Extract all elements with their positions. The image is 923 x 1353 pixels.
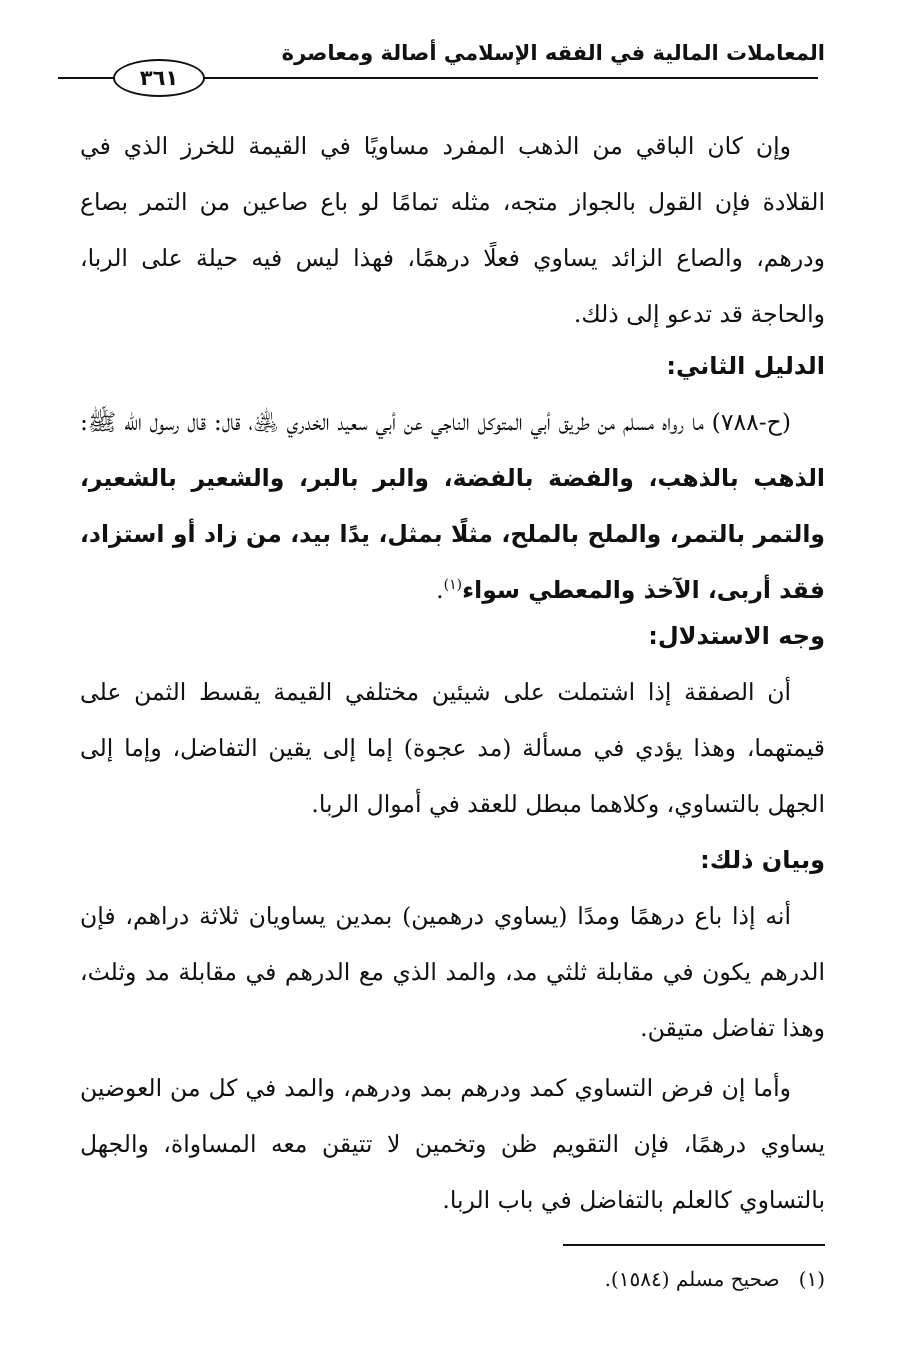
hadith-end: . bbox=[436, 576, 444, 604]
paragraph-equality: وأما إن فرض التساوي كمد ودرهم بمد ودرهم، والمد في كل من العوضين يساوي درهمًا، فإن التقويم ظن وتخمين لا تتيقن معه المساواة، والجهل بالتساوي كالعلم بالتفاضل في باب الربا. bbox=[80, 1074, 825, 1214]
paragraph-inference: أن الصفقة إذا اشتملت على شيئين مختلفي القيمة يقسط الثمن على قيمتهما، وهذا يؤدي في مسألة (مد عجوة) إما إلى يقين التفاضل، وإما إلى الجهل بالتساوي، وكلاهما مبطل للعقد في أموال الربا. bbox=[80, 678, 825, 818]
hadith-paragraph bbox=[80, 394, 825, 618]
footnote-text: صحيح مسلم (١٥٨٤). bbox=[604, 1267, 780, 1291]
footnote-separator bbox=[563, 1244, 825, 1246]
running-title: المعاملات المالية في الفقه الإسلامي أصالة ومعاصرة bbox=[281, 41, 825, 65]
footnote-marker: (١) bbox=[798, 1267, 825, 1291]
footnote-item bbox=[80, 1262, 825, 1296]
footnote-reference[interactable]: (١) bbox=[443, 577, 463, 594]
heading-second-evidence: الدليل الثاني: bbox=[666, 352, 825, 380]
hadith-text: الذهب بالذهب، والفضة بالفضة، والبر بالبر، والشعير بالشعير، والتمر بالتمر، والملح بالملح، مثلًا بمثل، يدًا بيد، من زاد أو استزاد، فقد أربى، الآخذ والمعطي سواء bbox=[80, 464, 825, 604]
page-number-badge: ٣٦١ bbox=[113, 59, 205, 97]
heading-inference: وجه الاستدلال: bbox=[648, 622, 825, 650]
paragraph-explanation: أنه إذا باع درهمًا ومدًا (يساوي درهمين) بمدين يساويان ثلاثة دراهم، فإن الدرهم يكون في مقابلة ثلثي مد، والمد الذي مع الدرهم في مقابلة مد وثلث، وهذا تفاضل متيقن. bbox=[80, 902, 825, 1042]
hadith-intro: (ح-٧٨٨) ما رواه مسلم من طريق أبي المتوكل الناجي عن أبي سعيد الخدري ﵁، قال: قال رسول الله ﷺ: bbox=[80, 408, 791, 436]
paragraph-continuation: وإن كان الباقي من الذهب المفرد مساويًا في القيمة للخرز الذي في القلادة فإن القول بالجواز متجه، مثله تمامًا لو باع صاعين من التمر بصاع ودرهم، والصاع الزائد يساوي فعلًا درهمًا، فهذا ليس فيه حيلة على الربا، والحاجة قد تدعو إلى ذلك. bbox=[80, 132, 825, 328]
heading-explanation: وبيان ذلك: bbox=[700, 846, 825, 874]
